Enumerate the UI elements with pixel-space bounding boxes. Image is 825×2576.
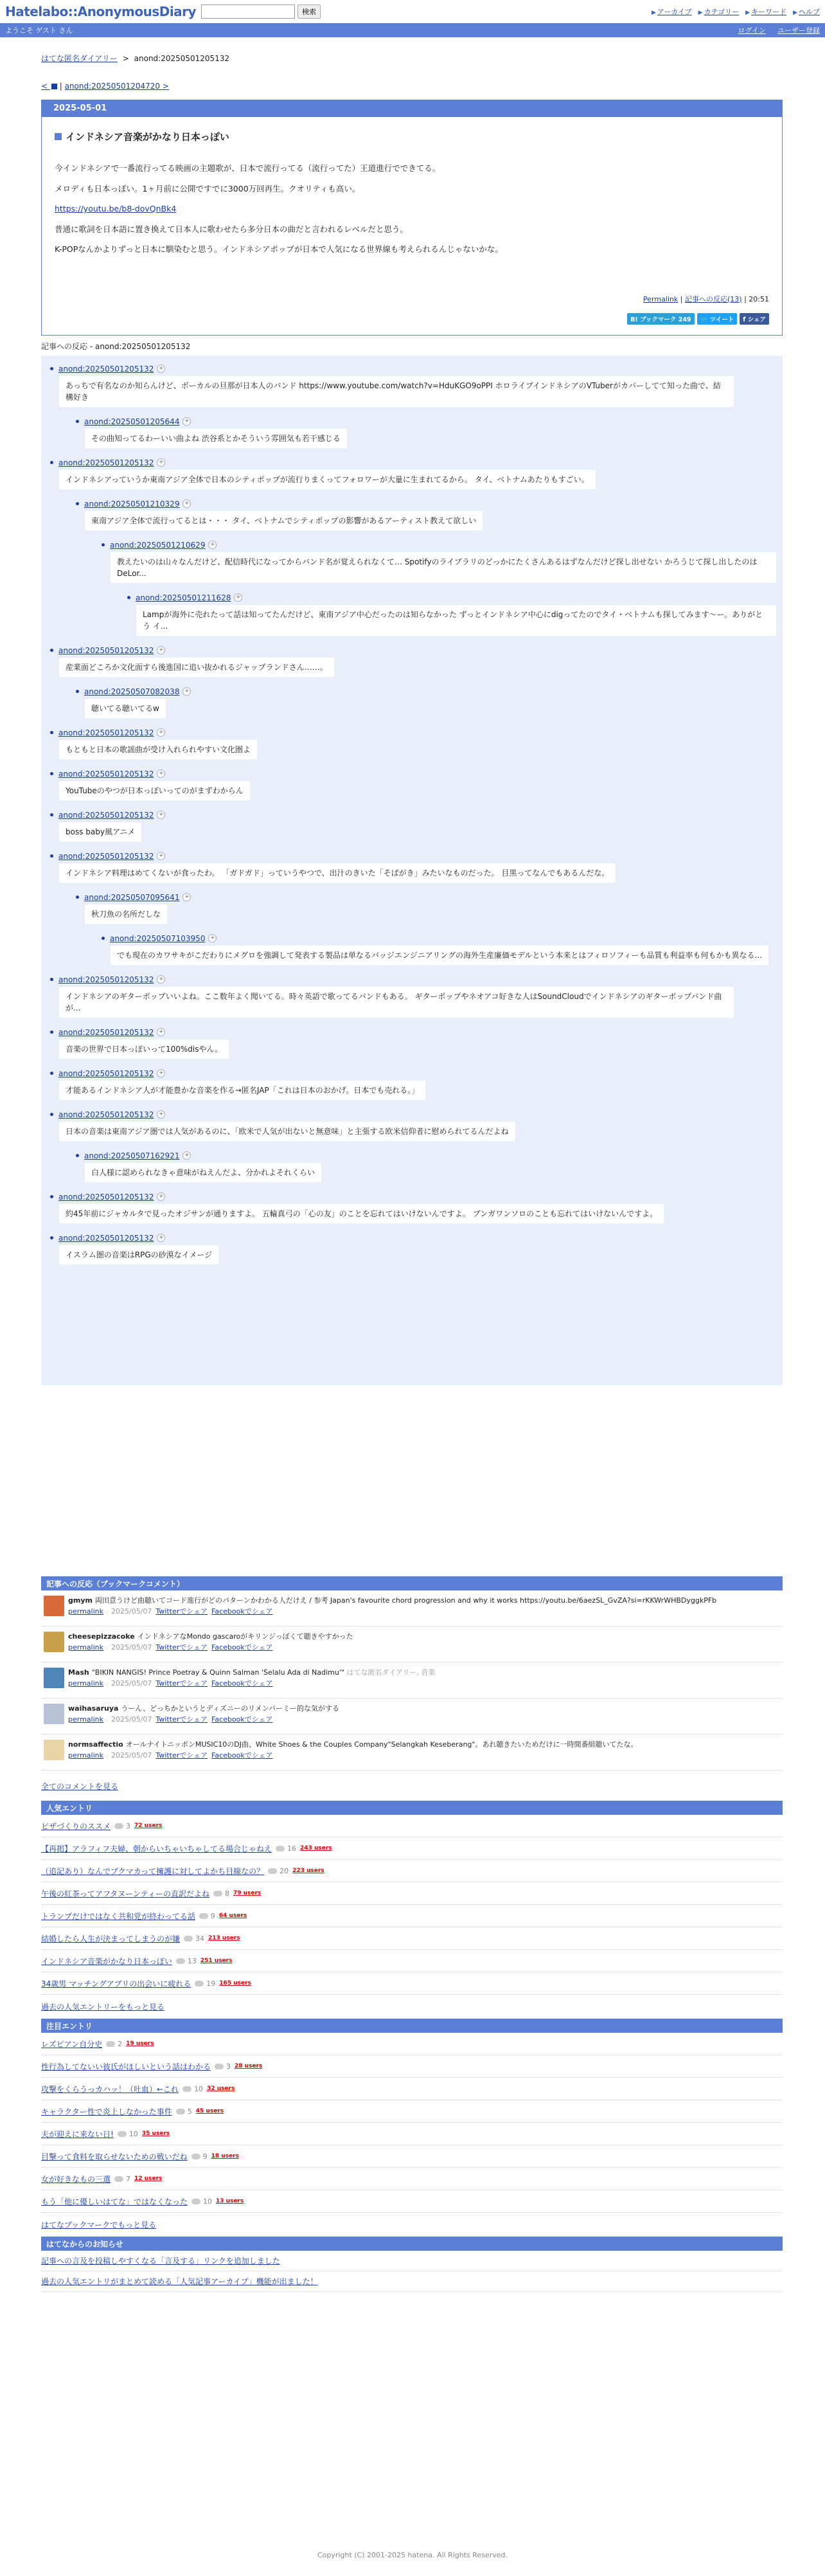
expand-icon[interactable]: + [157,728,165,737]
bookmark-comments-header: 記事への反応（ブックマークコメント） [41,1576,783,1590]
nav-category[interactable]: カテゴリー [704,8,740,16]
bookmark-comment [41,1734,783,1770]
popular-entries [41,1801,783,2019]
reference-item [50,811,776,842]
reference-item [50,1028,776,1059]
entry-link[interactable]: 女が好きなもの三選 [41,2174,111,2184]
avatar[interactable] [44,1596,64,1616]
entry-item [41,2190,783,2213]
bookmark-user[interactable]: Mash [68,1668,89,1677]
share-row [55,313,769,329]
entry-link[interactable]: 目撃って食料を取らせないための戦いだね [41,2152,188,2161]
entry-link[interactable]: （追記あり）なんでブクマカって擁護に対してよかち目線なの？ [41,1866,265,1876]
reference-link[interactable]: anond:20250501205132 [58,728,154,737]
reference-excerpt: YouTubeのやつが日本っぽいってのがまずわからん [59,781,250,800]
reference-head [76,417,776,426]
facebook-label: シェア [747,316,766,323]
expand-icon[interactable]: + [157,852,165,860]
reference-head [50,811,776,820]
facebook-share-link[interactable]: Facebookでシェア [211,1607,273,1616]
header [0,0,825,23]
news-item[interactable]: 過去の人気エントリがまとめて読める「人気記事アーカイブ」機能が出ました！ [41,2277,318,2286]
welcome-text: ようこそ ゲスト さん [5,26,73,35]
expand-icon[interactable]: + [157,975,165,984]
bookmark-users-badge[interactable]: 243 users [300,1845,332,1851]
reference-excerpt: 音楽の世界で日本っぽいって100%disやん。 [59,1040,229,1059]
comment-count: 9 [191,2152,208,2161]
arrow-icon: ▶ [651,10,656,16]
reference-link[interactable]: anond:20250501210329 [84,499,180,509]
facebook-share-link[interactable]: Facebookでシェア [211,1715,273,1724]
expand-icon[interactable]: + [208,934,217,942]
reference-item [50,728,776,759]
reference-link[interactable]: anond:20250507095641 [84,892,180,902]
bookmark-comment [41,1662,783,1698]
reference-link[interactable]: anond:20250501205644 [84,417,180,426]
bookmark-text: うーん、どっちかというとディズニーのリメンバーミー的な気がする [121,1704,340,1713]
twitter-share-link[interactable]: Twitterでシェア [155,1607,208,1616]
expand-icon[interactable]: + [182,417,191,426]
reference-item [50,770,776,800]
reference-link[interactable]: anond:20250501211628 [136,593,231,602]
refs-area [41,356,783,1385]
entry-item [41,2123,783,2145]
nav-keyword[interactable]: キーワード [751,8,787,16]
reference-item [50,975,776,1018]
expand-icon[interactable]: + [157,1028,165,1036]
square-icon [51,84,57,89]
comment-count: 20 [268,1867,288,1875]
nav-help[interactable]: ヘルプ [799,8,820,16]
bookmark-text: 両田意うけど曲聴いてコード進行がどのパターンかわかる人だけえ / 参考 Japan's favourite chord progression and why it works https://youtu.be/6aezSL_GvZA?si=rKKWrWHBDyggkPFb [94,1596,717,1605]
permalink[interactable]: Permalink [643,294,679,303]
comment-count: 13 [176,1957,197,1965]
comment-count: 3 [215,2062,231,2071]
reference-item [50,646,776,677]
comment-count: 10 [182,2085,203,2093]
article-paragraph: 普通に歌詞を日本語に置き換えて日本人に歌わせたら多分日本の曲だと言われるレベルだと思う。 [55,224,409,234]
avatar[interactable] [44,1704,64,1724]
article [41,100,783,336]
reference-link[interactable]: anond:20250501205132 [58,364,154,374]
twitter-share-link[interactable]: Twitterでシェア [155,1715,208,1724]
reference-head [50,646,776,655]
reference-item [102,541,776,583]
reference-head [76,893,776,902]
comment-count: 8 [213,1889,229,1898]
reference-item [76,1151,776,1182]
reference-head [50,1069,776,1078]
reference-item [50,1110,776,1141]
popular-more-link[interactable]: 過去の人気エントリーをもっと見る [41,2003,165,2012]
reference-link[interactable]: anond:20250501205132 [58,769,154,779]
reference-excerpt: 教えたいのは山々なんだけど、配信時代になってからバンド名が覚えられなくて… Spotifyのライブラリのどっかにたくさんあるはずなんだけど探し出せない かろうじて探し出したのはDeLor... [111,552,776,583]
bookmark-users-badge[interactable]: 12 users [134,2175,163,2182]
entry-item [41,1972,783,1995]
tweet-label: ツイート [709,316,734,323]
news-section [41,2237,783,2292]
reference-head [50,1234,776,1243]
reference-link[interactable]: anond:20250501205132 [58,1027,154,1037]
bookmark-users-badge[interactable]: 223 users [292,1868,324,1874]
facebook-share-link[interactable]: Facebookでシェア [211,1679,273,1688]
title-square-icon [55,133,62,140]
comment-count: 34 [184,1934,204,1943]
reference-excerpt: 産業面どころか文化面すら後進国に追い抜かれるジャップランドさん……。 [59,658,334,677]
bookmark-users-badge[interactable]: 165 users [219,1980,251,1986]
reference-head [50,770,776,779]
entry-item [41,1905,783,1927]
reference-item [127,593,776,636]
reference-excerpt: でも現在のカワサキがこだわりにメグロを強調して発表する製品は単なるバッジエンジニアリングの海外生産廉価モデルという本来とはフィロソフィーも品質も利益率も何もかも異なる... [111,946,768,965]
reference-link[interactable]: anond:20250501205132 [58,458,154,467]
facebook-icon: f [743,316,746,323]
bookmark-date: 2025/05/07 [111,1715,152,1724]
facebook-share-link[interactable]: Facebookでシェア [211,1751,273,1760]
comment-count: 19 [195,1979,215,1988]
reference-excerpt: 東南アジア全体で流行ってるとは・・・ タイ、ベトナムでシティポップの影響があるアーティスト教えて欲しい [85,511,483,530]
bookmark-comment [41,1626,783,1662]
bookmark-date: 2025/05/07 [111,1751,152,1760]
news-header: はてなからのお知らせ [41,2237,783,2251]
expand-icon[interactable]: + [182,500,191,508]
article-paragraph: K-POPなんかよりずっと日本に馴染むと思う。インドネシアポップが日本で人気になる世界線も考えられるんじゃないかな。 [55,244,503,254]
entry-item [41,2168,783,2190]
user-bar [0,23,825,37]
reference-item [50,852,776,883]
bookmark-text: オールナイトニッポンMUSIC10のDJ曲、White Shoes & the Couples Company"Selangkah Keseberang"。あれ聴きたいためだけに一時間番組聴いてたな。 [125,1740,638,1749]
reference-excerpt: 才能あるインドネシア人が才能豊かな音楽を作る→匿名JAP「これは日本のおかげ。日本でも売れる。」 [59,1081,425,1100]
reference-head [50,1110,776,1119]
entry-item [41,1837,783,1860]
facebook-share-link[interactable]: Facebookでシェア [211,1643,273,1652]
login-link[interactable]: ログイン [738,26,766,35]
footer: Copyright (C) 2001-2025 hatena. All Rights Reserved. [317,2551,508,2559]
comment-count: 7 [114,2175,130,2183]
reference-excerpt: Lampが海外に売れたって話は知ってたんだけど、東南アジア中心だったのは知らなかった ずっとインドネシア中心にdigってたのでタイ・ベトナムも探してみます〜ー。ありがとう イ... [136,605,776,636]
reference-excerpt: 聴いてる聴いてるw [85,699,166,718]
entry-link[interactable]: 性行為してないい彼氏がほしいという話はわかる [41,2062,211,2071]
arrow-icon: ▶ [793,10,797,16]
breadcrumb-separator: > [122,54,129,63]
entry-link[interactable]: 結婚したら人生が決まってしまうのが嫌 [41,1934,181,1943]
bookmark-button[interactable]: B! ブックマーク 249 [627,313,694,325]
reference-link[interactable]: anond:20250501210629 [110,540,206,550]
entry-link[interactable]: 夫が迎えに来ない日! [41,2129,114,2139]
comment-count: 9 [199,1912,215,1920]
reference-item [76,687,776,718]
bookmark-user[interactable]: waihasaruya [68,1704,119,1713]
expand-icon[interactable]: + [157,365,165,373]
post-time: 20:51 [749,294,769,303]
entry-item [41,1950,783,1972]
register-link[interactable]: ユーザー登録 [777,26,820,35]
article-paragraph: メロディも日本っぽい。1ヶ月前に公開ですでに3000万回再生。クオリティも高い。 [55,183,360,194]
reference-head [76,500,776,509]
expand-icon[interactable]: + [182,893,191,901]
reference-excerpt: 白人様に認められなきゃ意味がねえんだよ、分かれよそれくらい [85,1163,321,1182]
expand-icon[interactable]: + [182,687,191,696]
reference-excerpt: インドネシア料理はめてくないが食ったわ。 「ガドガド」っていうやつで、出汁のきいた「そばがき」みたいなものだった。 目黒ってなんでもあるんだな。 [59,863,616,883]
attention-more-link[interactable]: はてなブックマークでもっと見る [41,2220,157,2229]
reference-excerpt: 日本の音楽は東南アジア圏では人気があるのに、「欧米で人気が出ないと無意味」と主張する欧米信仰者に慰められてるんだよね [59,1122,515,1141]
facebook-share-button[interactable] [740,313,769,325]
entry-item [41,2078,783,2100]
expand-icon[interactable]: + [157,811,165,819]
reference-link[interactable]: anond:20250501205132 [58,1192,154,1202]
search-button[interactable]: 検索 [297,5,321,19]
bookmark-users-badge[interactable]: 13 users [216,2198,244,2204]
entry-item [41,2055,783,2078]
expand-icon[interactable]: + [234,593,242,602]
entry-link[interactable]: 攻撃をくらうっカハッ！（吐血）←これ [41,2084,179,2094]
entry-link[interactable]: ピザづくりのススメ [41,1821,111,1831]
breadcrumb-home[interactable]: はてな匿名ダイアリー [41,54,118,63]
expand-icon[interactable]: + [157,458,165,467]
arrow-icon: ▶ [698,10,703,16]
youtube-link[interactable]: https://youtu.be/b8-dovQnBk4 [55,204,177,213]
expand-icon[interactable]: + [157,1069,165,1077]
reference-item [76,893,776,924]
reference-link[interactable]: anond:20250507103950 [110,933,206,943]
entry-link[interactable]: 34歳男 マッチングアプリの出会いに疲れる [41,1979,191,1988]
refs-header: 記事への反応 - anond:20250501205132 [41,341,191,351]
attention-header: 注目エントリ [41,2019,783,2033]
reference-link[interactable]: anond:20250501205132 [58,810,154,820]
bookmark-users-badge[interactable]: 19 users [126,2040,154,2047]
reference-excerpt: 約45年前にジャカルタで見ったオジサンが通りますよ。 五輪真弓の「心の友」のことを忘れてはいけないんですよ。 ブンガワンソロのことも忘れてはいけないんですよ。 [59,1204,664,1223]
reference-excerpt: あっちで有名なのか知らんけど、ボーカルの旦那が日本人のバンド https://www.youtube.com/watch?v=HduKGO9oPPI ホロライブインドネシアのVTuberがカバーしてて知った曲で、結構好き [59,376,734,407]
reference-head [50,365,776,374]
tweet-button[interactable] [697,313,738,325]
reference-link[interactable]: anond:20250507082038 [84,687,180,696]
avatar[interactable] [44,1632,64,1652]
bookmark-users-badge[interactable]: 213 users [208,1935,240,1941]
reference-head [50,852,776,861]
bookmark-users-badge[interactable]: 35 users [141,2130,170,2137]
reference-head [50,458,776,467]
avatar[interactable] [44,1740,64,1760]
more-comments-link[interactable]: 全てのコメントを見る [41,1782,119,1791]
reference-head [50,1028,776,1037]
bookmark-users-badge[interactable]: 79 users [233,1890,262,1896]
reference-head [76,1151,776,1160]
refs-link[interactable]: 記事への反応(13) [685,294,742,303]
entry-item [41,1927,783,1950]
reference-link[interactable]: anond:20250501205132 [58,1068,154,1078]
expand-icon[interactable]: + [157,1110,165,1119]
reference-head [127,593,776,602]
prev-label: < [41,82,48,91]
entry-link[interactable]: もう「他に優しいはてな」ではなくなった [41,2197,188,2206]
bookmark-users-badge[interactable]: 72 users [134,1823,163,1829]
pager [41,82,783,91]
bookmark-date: 2025/05/07 [111,1607,152,1616]
reference-link[interactable]: anond:20250501205132 [58,1110,154,1119]
bookmark-users-badge[interactable]: 32 users [207,2085,235,2092]
reference-link[interactable]: anond:20250501205132 [58,645,154,655]
twitter-share-link[interactable]: Twitterでシェア [155,1643,208,1652]
comment-count: 3 [114,1822,130,1830]
reference-excerpt: インドネシアっていうか東南アジア全体で日本のシティポップが流行りまくってフォロワーが大量に生まれてるから。 タイ、ベトナムあたりもすごい。 [59,470,596,489]
reference-item [50,1069,776,1100]
comment-count: 16 [276,1844,296,1853]
pager-divider: | [59,82,62,91]
entry-item [41,2033,783,2055]
reference-link[interactable]: anond:20250507162921 [84,1151,180,1160]
search-input[interactable] [201,5,295,19]
bookmark-text: インドネシアなMondo gascaroがキリンジっぽくて聴きやすかった [137,1632,353,1641]
reference-excerpt: インドネシアのギターポップいいよね。ここ数年よく聞いてる。時々英語で歌ってるバンドもある。 ギターポップやネオアコ好きな人はSoundCloudでインドネシアのギターポップバンド曲が... [59,987,734,1018]
article-title-text: インドネシア音楽がかなり日本っぽい [66,131,229,143]
expand-icon[interactable]: + [182,1151,191,1160]
bookmark-user[interactable]: gmym [68,1596,93,1605]
article-title [55,130,769,143]
entry-item [41,2100,783,2123]
entry-link[interactable]: 【再掲】アラフィフ夫婦、朝からいちゃいちゃしてる場合じゃねえ [41,1844,272,1853]
breadcrumb [41,53,783,64]
bookmark-text: "BIKIN NANGIS! Prince Poetray & Quinn Salman 'Selalu Ada di Nadimu'" [91,1668,344,1677]
twitter-share-link[interactable]: Twitterでシェア [155,1679,208,1688]
expand-icon[interactable]: + [208,541,217,549]
expand-icon[interactable]: + [157,1193,165,1201]
reference-item [76,417,776,448]
bookmark-user[interactable]: cheesepizzacoke [68,1632,135,1641]
bookmark-users-badge[interactable]: 18 users [211,2153,239,2159]
reference-head [50,1193,776,1202]
reference-head [76,687,776,696]
entry-link[interactable]: キャラクター性で炎上しなかった事件 [41,2107,172,2116]
bookmark-tags: はてな匿名ダイアリー, 音楽 [346,1668,436,1677]
reference-link[interactable]: anond:20250501205132 [58,851,154,861]
bookmark-user[interactable]: normsaffectio [68,1740,123,1749]
popular-header: 人気エントリ [41,1801,783,1815]
entry-link[interactable]: レズビアン自分史 [41,2039,103,2049]
reference-item [50,1234,776,1265]
bookmark-date: 2025/05/07 [111,1679,152,1688]
bookmark-permalink[interactable]: permalink [68,1679,103,1688]
bookmark-users-badge[interactable]: 251 users [200,1958,233,1964]
bookmark-date: 2025/05/07 [111,1643,152,1652]
expand-icon[interactable]: + [157,646,165,654]
expand-icon[interactable]: + [157,1234,165,1242]
entry-link[interactable]: トランプだけではなく共和党が終わってる話 [41,1911,195,1921]
bookmark-users-badge[interactable]: 45 users [195,2108,224,2114]
next-entry-link[interactable]: anond:20250501204720 > [64,82,169,91]
entry-item [41,1815,783,1837]
reference-excerpt: もともと日本の歌謡曲が受け入れられやすい文化圏よ [59,740,257,759]
reference-item [50,1193,776,1223]
reference-item [50,458,776,489]
bookmark-users-badge[interactable]: 28 users [235,2063,263,2069]
prev-entry-link[interactable] [41,82,57,91]
bookmark-permalink[interactable]: permalink [68,1643,103,1652]
site-logo[interactable]: Hatelabo::AnonymousDiary [5,4,197,19]
article-paragraph: 今インドネシアで一番流行ってる映画の主題歌が、日本で流行ってる（流行ってた）王道進行でできてる。 [55,163,441,173]
reference-head [102,934,776,943]
entry-link[interactable]: 午後の紅茶ってアフタヌーンティーの直訳だよね [41,1889,209,1898]
news-item[interactable]: 記事への言及を投稿しやすくなる「言及する」リンクを追加しました [41,2256,280,2265]
article-footer: Permalink | 記事への反応(13) | 20:51 [643,294,769,303]
entry-item [41,1860,783,1882]
entry-item [41,1882,783,1905]
entry-link[interactable]: インドネシア音楽がかなり日本っぽい [41,1956,172,1966]
reference-excerpt: イスラム圏の音楽はRPGの砂漠なイメージ [59,1245,218,1265]
main-content [41,51,783,1385]
reference-head [102,541,776,550]
bookmark-comment-list [41,1590,783,1770]
twitter-share-link[interactable]: Twitterでシェア [155,1751,208,1760]
bookmark-comment [41,1590,783,1626]
arrow-icon: ▶ [745,10,750,16]
bookmark-users-badge[interactable]: 64 users [218,1913,247,1919]
reference-link[interactable]: anond:20250501205132 [58,1233,154,1243]
reference-item [102,934,776,965]
comment-count: 5 [176,2107,192,2116]
reference-head [50,975,776,984]
comment-count: 10 [118,2130,138,2138]
reference-item [50,365,776,407]
nav-archive[interactable]: アーカイブ [657,8,692,16]
breadcrumb-current: anond:20250501205132 [134,54,230,63]
avatar[interactable] [44,1668,64,1688]
top-nav [652,6,820,17]
entry-item [41,2145,783,2168]
reference-link[interactable]: anond:20250501205132 [58,975,154,984]
bookmark-comment [41,1698,783,1734]
reference-excerpt: その曲知ってるわーいい曲よね 渋谷系とかそういう雰囲気も若干感じる [85,429,347,448]
bookmark-permalink[interactable]: permalink [68,1607,103,1616]
reference-item [76,500,776,530]
bookmark-section [41,1576,783,2292]
comment-count: 2 [106,2040,122,2048]
reference-excerpt: 秋刀魚の名所だしな [85,905,167,924]
comment-count: 10 [191,2197,212,2206]
reference-head [50,728,776,737]
expand-icon[interactable]: + [157,770,165,778]
bookmark-permalink[interactable]: permalink [68,1751,103,1760]
twitter-icon: 🐦 [700,316,708,323]
article-date: 2025-05-01 [42,100,782,117]
bookmark-permalink[interactable]: permalink [68,1715,103,1724]
reference-excerpt: boss baby風アニメ [59,822,141,842]
attention-entries [41,2019,783,2237]
